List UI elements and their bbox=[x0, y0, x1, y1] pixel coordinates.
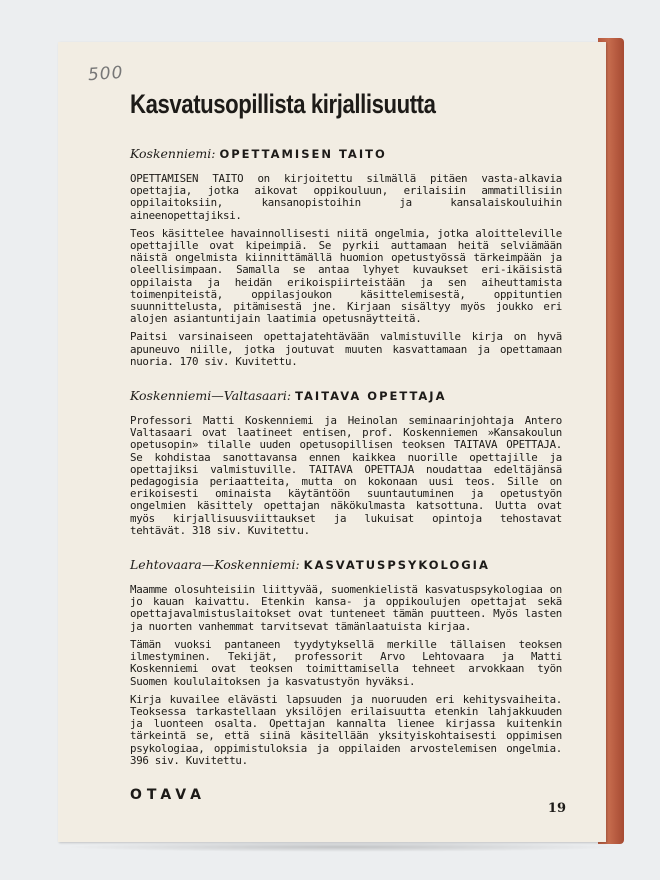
book-section-opettamisen-taito bbox=[130, 146, 562, 368]
section-book-title: KASVATUSPSYKOLOGIA bbox=[303, 558, 490, 573]
section-heading bbox=[130, 557, 562, 572]
book-page bbox=[58, 42, 606, 842]
publisher-name: OTAVA bbox=[130, 786, 206, 803]
page-title: Kasvatusopillista kirjallisuutta bbox=[130, 89, 436, 119]
section-authors: Koskenniemi: bbox=[130, 146, 216, 161]
section-paragraph: Teos käsittelee havainnollisesti niitä ongelmia, jotka aloitteleville opettajille ovat kipeimpiä. Se pyrkii auttamaan heitä selviämään näistä ongelmista kiinnittämällä huomion opetustyössä tärkeimpään ja oleellisimpaan. Samalla se antaa lyhyet kuvaukset eri-ikäisistä oppilaista ja heidän erikoispiirteistään ja sen aiheuttamista toimenpiteistä, oppilasjoukon käsittelemisestä, oppituntien suunnittelusta, pitämisestä jne. Kirjaan sisältyy myös joukko eri alojen asiantuntijain laatimia opetusnäytteitä. bbox=[130, 226, 562, 326]
section-heading bbox=[130, 146, 562, 161]
section-paragraph: Maamme olosuhteisiin liittyvää, suomenkielistä kasvatuspsykologiaa on jo kauan kaivattu. Etenkin kansa- ja oppikoulujen opettajat sekä opettajavalmistuslaitokset ovat tunteneet tämän puutteen. Myös lasten ja nuorten vanhemmat tarvitsevat tämänlaatuista kirjaa. bbox=[130, 583, 562, 633]
section-paragraph: Kirja kuvailee elävästi lapsuuden ja nuoruuden eri kehitysvaiheita. Teoksessa tarkastellaan yksilöjen erilaisuutta etenkin lahjakkuuden ja luonteen osalta. Opettajan kannalta lienee kirjassa kuitenkin tärkeintä se, että siinä käsitellään yksityiskohtaisesti oppimisen psykologiaa, oppimistuloksia ja oppilaiden arvostelemisen ongelmia. 396 siv. Kuvitettu. bbox=[130, 692, 562, 767]
handwritten-note: 500 bbox=[87, 62, 125, 86]
section-book-title: OPETTAMISEN TAITO bbox=[219, 147, 387, 161]
section-paragraph: Tämän vuoksi pantaneen tyydytyksellä merkille tällaisen teoksen ilmestyminen. Tekijät, professorit Arvo Lehtovaara ja Matti Koskenniemi ovat teoksen toimittamisella tehneet arvokkaan työn Suomen koululaitoksen ja kasvatustyön hyväksi. bbox=[130, 637, 562, 688]
book-section-kasvatuspsykologia bbox=[130, 557, 562, 767]
section-book-title: TAITAVA OPETTAJA bbox=[295, 389, 447, 404]
book-shadow bbox=[62, 842, 622, 852]
section-heading bbox=[130, 388, 562, 403]
section-paragraph: Paitsi varsinaiseen opettajatehtävään valmistuville kirja on hyvä apuneuvo niille, jotka joutuvat muuten kasvattamaan ja opettamaan nuoria. 170 siv. Kuvitettu. bbox=[130, 330, 562, 368]
page-content bbox=[130, 146, 562, 803]
page-number: 19 bbox=[547, 801, 566, 816]
section-paragraph: Professori Matti Koskenniemi ja Heinolan seminaarinjohtaja Antero Valtasaari ovat laatineet entisen, prof. Koskenniemen »Kansakoulun opetusopin» tilalle uuden opetusopillisen teoksen TAITAVA OPETTAJA. Se kohdistaa sanottavansa ennen kaikkea nuorille opettajille ja opettajiksi valmistuville. TAITAVA OPETTAJA noudattaa edeltäjänsä pedagogisia periaatteita, mutta on kokonaan uusi teos. Sille on erikoisesti ominaista käytäntöön suuntautuminen ja opetustyön ongelmien käsittely opettajan näkökulmasta katsottuna. Uutta ovat myös kirjallisuusviittaukset ja lukuisat opintoja tehostavat tehtävät. 318 siv. Kuvitettu. bbox=[130, 414, 562, 537]
book-section-taitava-opettaja bbox=[130, 388, 562, 537]
section-authors: Koskenniemi—Valtasaari: bbox=[130, 388, 292, 404]
section-paragraph: OPETTAMISEN TAITO on kirjoitettu silmällä pitäen vasta-alkavia opettajia, jotka aikovat oppikouluun, erilaisiin ammatillisiin oppilaitoksiin, kansanopistoihin ja kansalaiskouluihin aineenopettajiksi. bbox=[130, 172, 562, 222]
section-authors: Lehtovaara—Koskenniemi: bbox=[130, 557, 300, 573]
